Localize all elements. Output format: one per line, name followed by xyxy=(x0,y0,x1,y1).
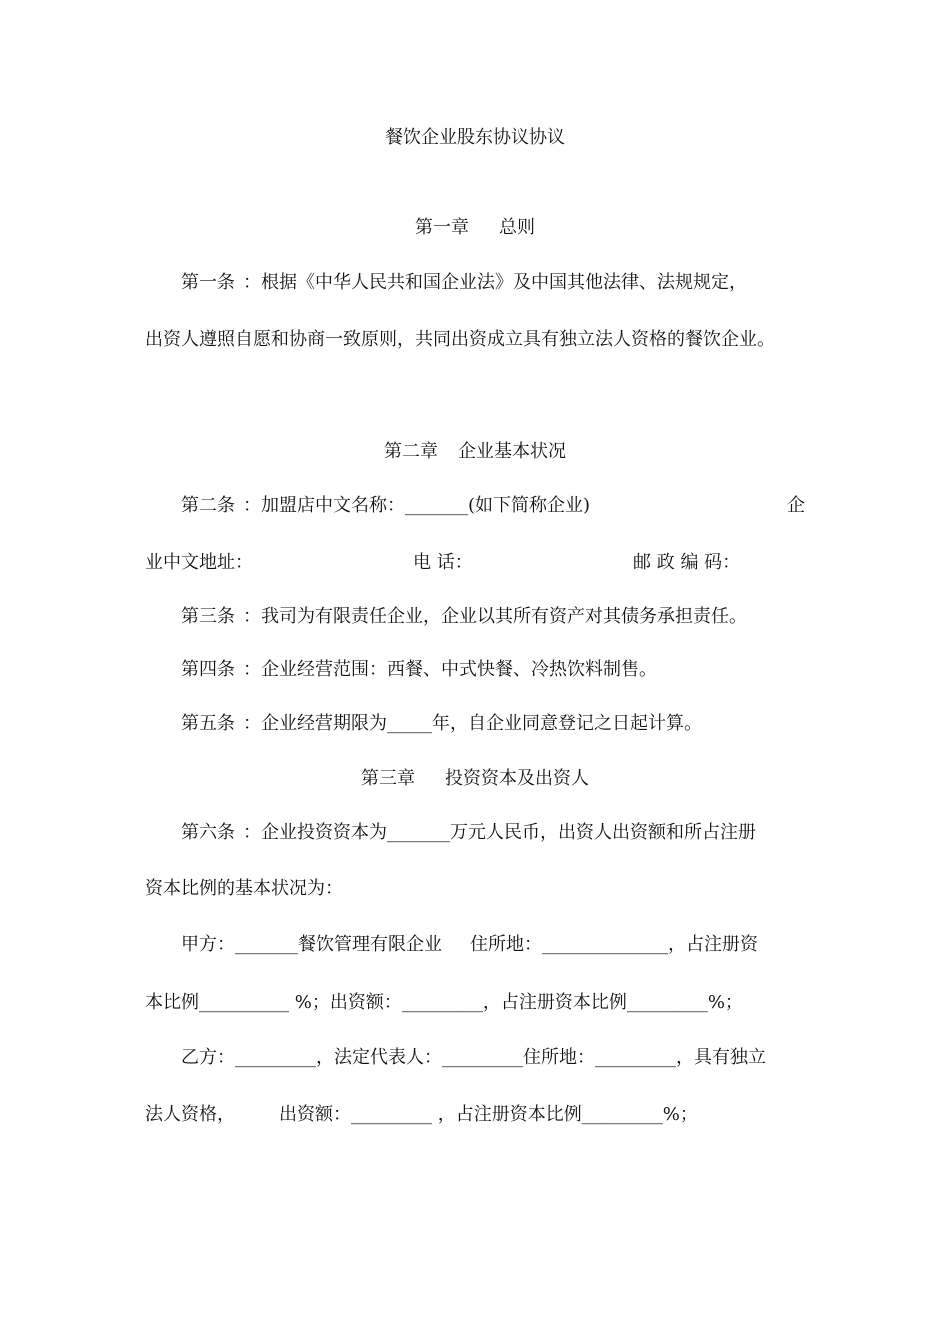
article-3 xyxy=(145,605,805,629)
article-text: ：企业经营期限为_____年，自企业同意登记之日起计算。 xyxy=(243,713,702,734)
chapter-number: 第一章 xyxy=(415,217,469,238)
article-label: 第二条 xyxy=(181,495,235,516)
article-label: 第四条 xyxy=(181,659,235,680)
chapter-2-heading xyxy=(0,440,950,464)
party-a-line-1 xyxy=(145,933,805,957)
party-b-status: 法人资格， xyxy=(145,1104,235,1125)
phone-label: 电 话： xyxy=(413,552,473,573)
article-text: ：加盟店中文名称：_______(如下简称企业) xyxy=(243,495,591,516)
chapter-number: 第三章 xyxy=(361,768,415,789)
address-label: 业中文地址： xyxy=(145,552,253,573)
party-a-address: 住所地：______________，占注册资 xyxy=(470,934,758,955)
article-1-line-2: 出资人遵照自愿和协商一致原则，共同出资成立具有独立法人资格的餐饮企业。 xyxy=(145,329,775,350)
chapter-1-heading xyxy=(0,216,950,240)
article-4 xyxy=(145,658,805,682)
article-label: 第六条 xyxy=(181,822,235,843)
article-text: ：企业经营范围：西餐、中式快餐、冷热饮料制售。 xyxy=(243,659,657,680)
article-label: 第一条 xyxy=(181,272,235,293)
article-6-line-1 xyxy=(145,821,805,845)
article-6-line-2: 资本比例的基本状况为： xyxy=(145,878,343,899)
document-title: 餐饮企业股东协议协议 xyxy=(385,127,565,148)
article-1-line-1 xyxy=(145,271,805,295)
chapter-name: 总则 xyxy=(499,217,535,238)
party-b-line-1: 乙方：_________，法定代表人：_________住所地：_________，具有独立 xyxy=(181,1047,766,1068)
party-b-capital: 出资额：_________ ，占注册资本比例_________%； xyxy=(279,1104,698,1125)
article-2-line-1 xyxy=(145,494,805,518)
article-2-line-2 xyxy=(145,551,805,575)
article-text: ：企业投资资本为_______万元人民币，出资人出资额和所占注册 xyxy=(243,822,756,843)
chapter-name: 企业基本状况 xyxy=(458,441,566,462)
article-text: ：根据《中华人民共和国企业法》及中国其他法律、法规规定， xyxy=(243,272,747,293)
party-a-line-2: 本比例__________ %；出资额：_________，占注册资本比例_________%； xyxy=(145,992,743,1013)
article-label: 第三条 xyxy=(181,606,235,627)
chapter-number: 第二章 xyxy=(384,441,438,462)
article-text: ：我司为有限责任企业，企业以其所有资产对其债务承担责任。 xyxy=(243,606,747,627)
chapter-name: 投资资本及出资人 xyxy=(445,768,589,789)
party-b-line-2 xyxy=(145,1103,805,1127)
article-text-tail: 企 xyxy=(787,495,805,516)
chapter-3-heading xyxy=(0,767,950,791)
article-5 xyxy=(145,712,805,736)
postcode-label: 邮 政 编 码： xyxy=(633,552,741,573)
party-a-name: 甲方：_______餐饮管理有限企业 xyxy=(181,934,442,955)
article-label: 第五条 xyxy=(181,713,235,734)
